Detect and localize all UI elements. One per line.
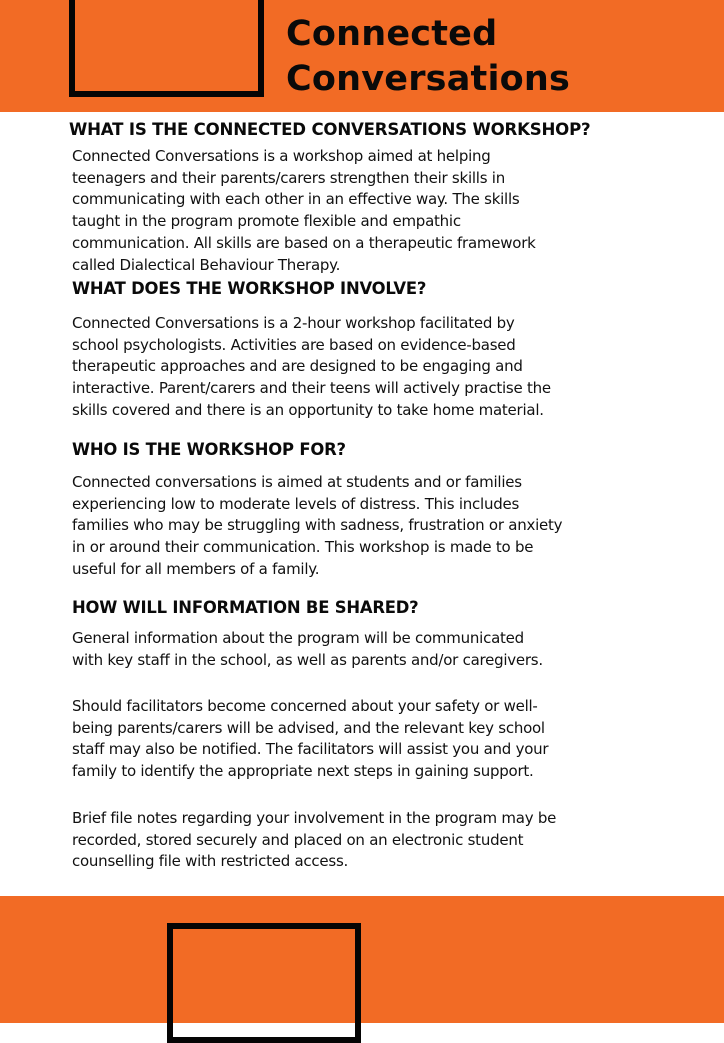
title-line-1: Connected bbox=[286, 14, 498, 54]
section-paragraph-info-notes: Brief file notes regarding your involvement in the program may be recorded, stored securely and placed on an electronic student counselling file with restricted access. bbox=[72, 809, 557, 871]
page-title bbox=[286, 12, 570, 102]
footer-band bbox=[0, 896, 724, 1023]
section-heading-who-for: WHO IS THE WORKSHOP FOR? bbox=[72, 440, 346, 459]
section-paragraph-info-concern: Should facilitators become concerned about your safety or well- being parents/carers will be advised, and the relevant key school staff may also be notified. The facilitators will assist you and your family to identify the appropriate next steps in gaining support. bbox=[72, 697, 549, 781]
section-heading-info-shared: HOW WILL INFORMATION BE SHARED? bbox=[72, 598, 419, 617]
decorative-square-outline-top bbox=[69, 0, 264, 97]
title-line-2: Conversations bbox=[286, 59, 571, 99]
section-paragraph-involve: Connected Conversations is a 2-hour workshop facilitated by school psychologists. Activities are based on evidence-based therapeutic approaches and are designed to be engaging and interactive. Parent/carers and their teens will actively practise the skills covered and there is an opportunity to take home material. bbox=[72, 314, 551, 419]
section-heading-what-is: WHAT IS THE CONNECTED CONVERSATIONS WORKSHOP? bbox=[69, 120, 591, 139]
section-paragraph-info-general: General information about the program will be communicated with key staff in the school, as well as parents and/or caregivers. bbox=[72, 629, 543, 669]
section-heading-involve: WHAT DOES THE WORKSHOP INVOLVE? bbox=[72, 279, 427, 298]
section-paragraph-what-is: Connected Conversations is a workshop aimed at helping teenagers and their parents/carers strengthen their skills in communicating with each other in an effective way. The skills taught in the program promote flexible and empathic communication. All skills are based on a therapeutic framework called Dialectical Behaviour Therapy. bbox=[72, 147, 536, 274]
section-paragraph-who-for: Connected conversations is aimed at students and or families experiencing low to moderate levels of distress. This includes families who may be struggling with sadness, frustration or anxiety in or around their communication. This workshop is made to be useful for all members of a family. bbox=[72, 473, 563, 578]
decorative-square-outline-bottom bbox=[167, 923, 361, 1043]
